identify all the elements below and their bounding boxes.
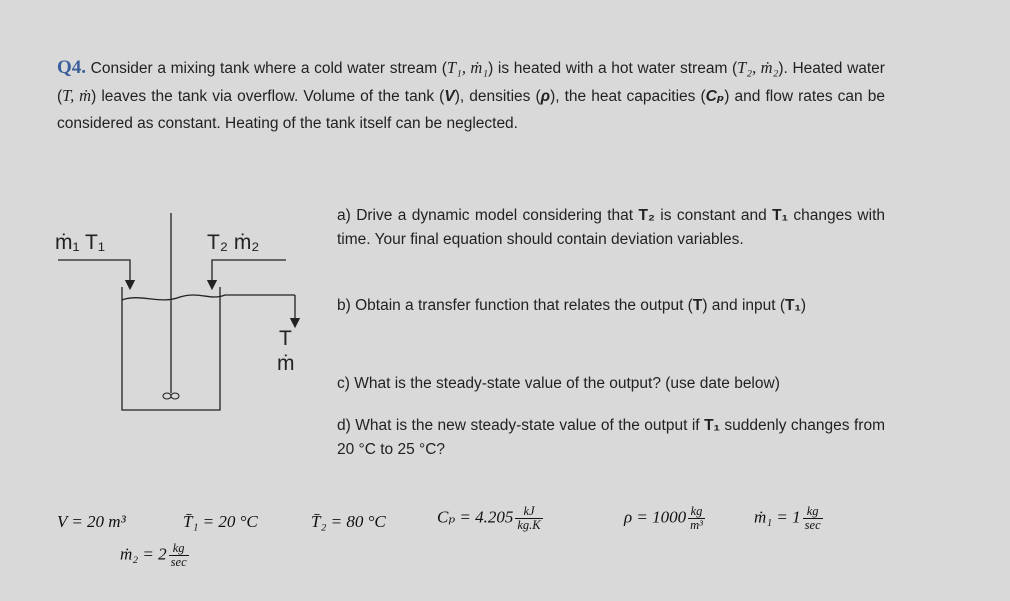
stirrer-impeller-icon: [163, 393, 179, 399]
mixing-tank-diagram: [50, 205, 300, 420]
sub-questions: [337, 204, 885, 462]
part-c: c) What is the steady-state value of the output? (use date below): [337, 375, 780, 392]
given-m2: ṁ₂ = 2 $\frac{kg}{\sec}$: [120, 541, 187, 569]
m2-unit: $\frac{kg}{\sec}$: [170, 541, 187, 569]
inlet-2-label: T₂ ṁ₂: [207, 231, 260, 254]
inlet-1-stream: [58, 260, 130, 285]
given-m1: ṁ₁ = 1 $\frac{kg}{\sec}$: [754, 504, 821, 532]
given-T2: T̄₂ = 80 °C: [311, 512, 386, 531]
given-T1: T̄₁ = 20 °C: [183, 512, 258, 531]
liquid-surface: [122, 295, 295, 300]
inlet-2-stream: [212, 260, 286, 285]
inlet-1-label: ṁ₁ T₁: [55, 231, 105, 254]
part-b: b) Obtain a transfer function that relates the output (T) and input (T₁): [337, 297, 807, 314]
given-rho: ρ = 1000 $\frac{kg}{\text{m³}}$: [624, 504, 703, 532]
cp-unit: $\frac{kJ}{kg.K}$: [517, 504, 541, 532]
outlet-T-label: T: [279, 327, 292, 350]
question-number: Q4.: [57, 57, 87, 78]
rho-unit: $\frac{kg}{\text{m³}}$: [690, 504, 703, 532]
part-d: d) What is the new steady-state value of the output if T₁ suddenly changes from 20 °C to 25 °C?: [337, 417, 885, 458]
given-V: V = 20 m³: [57, 512, 126, 531]
outlet-m-label: ṁ: [277, 352, 295, 375]
given-Cp: Cₚ = 4.205 $\frac{kJ}{kg.K}$: [437, 504, 541, 532]
part-a: a) Drive a dynamic model considering that T₂ is constant and T₁ changes with time. Your final equation should contain deviation variables.: [337, 207, 885, 248]
question-text: Q4. Consider a mixing tank where a cold water stream (T₁, ṁ₁) is heated with a hot water stream (T₂, ṁ₂). Heated water (T, ṁ) leaves the tank via overflow. Volume of the tank (V), densities (ρ), the heat capacities (Cₚ) and flow rates can be considered as constant. Heating of the tank itself can be neglected.: [57, 57, 885, 132]
m1-unit: $\frac{kg}{\sec}$: [804, 504, 821, 532]
